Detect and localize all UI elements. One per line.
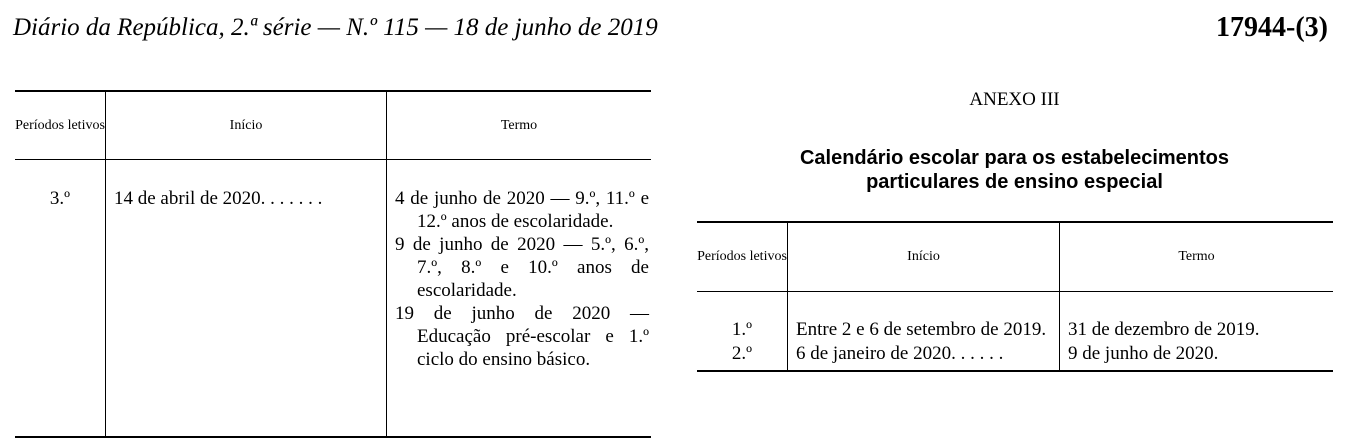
start-cell bbox=[788, 292, 1060, 343]
end-cell: 31 de dezembro de 2019. bbox=[1060, 292, 1334, 343]
end-cell bbox=[387, 160, 652, 438]
table-header-row bbox=[697, 222, 1333, 292]
annex-subtitle bbox=[697, 146, 1332, 194]
header-start: Início bbox=[788, 222, 1060, 292]
period-cell: 2.º bbox=[731, 343, 753, 364]
start-cell: 14 de abril de 2020. . . . . . . bbox=[106, 160, 387, 438]
end-item: 4 de junho de 2020 — 9.º, 11.º e 12.º anos de escolaridade. bbox=[395, 188, 649, 232]
header-end: Termo bbox=[387, 91, 652, 160]
annex-subtitle-text: Calendário escolar para os estabelecimentos particulares de ensino especial bbox=[799, 147, 1230, 193]
end-cell: 9 de junho de 2020. bbox=[1060, 342, 1334, 371]
calendar-table-continued bbox=[15, 90, 651, 438]
header-start: Início bbox=[106, 91, 387, 160]
table-header-row bbox=[15, 91, 651, 160]
start-text: Entre 2 e 6 de setembro de 2019. bbox=[796, 319, 1047, 340]
journal-header: Diário da República, 2.ª série — N.º 115 — 18 de junho de 2019 bbox=[13, 14, 658, 41]
period-cell: 1.º bbox=[731, 319, 753, 340]
header-periods: Períodos letivos bbox=[15, 91, 106, 160]
page-number: 17944-(3) bbox=[1216, 12, 1328, 43]
table-row bbox=[697, 292, 1333, 343]
annex-title: ANEXO III bbox=[969, 89, 1060, 110]
table-row bbox=[697, 342, 1333, 371]
end-item: 19 de junho de 2020 — Educação pré-escolar e 1.º ciclo do ensino básico. bbox=[395, 303, 649, 370]
table-row bbox=[15, 160, 651, 438]
end-item: 9 de junho de 2020 — 5.º, 6.º, 7.º, 8.º e 10.º anos de escolaridade. bbox=[395, 234, 649, 301]
start-cell: 6 de janeiro de 2020. . . . . . bbox=[788, 342, 1060, 371]
header-periods: Períodos letivos bbox=[697, 222, 788, 292]
period-cell: 3.º bbox=[49, 188, 71, 209]
header-end: Termo bbox=[1060, 222, 1334, 292]
annex-calendar-table bbox=[697, 221, 1333, 372]
